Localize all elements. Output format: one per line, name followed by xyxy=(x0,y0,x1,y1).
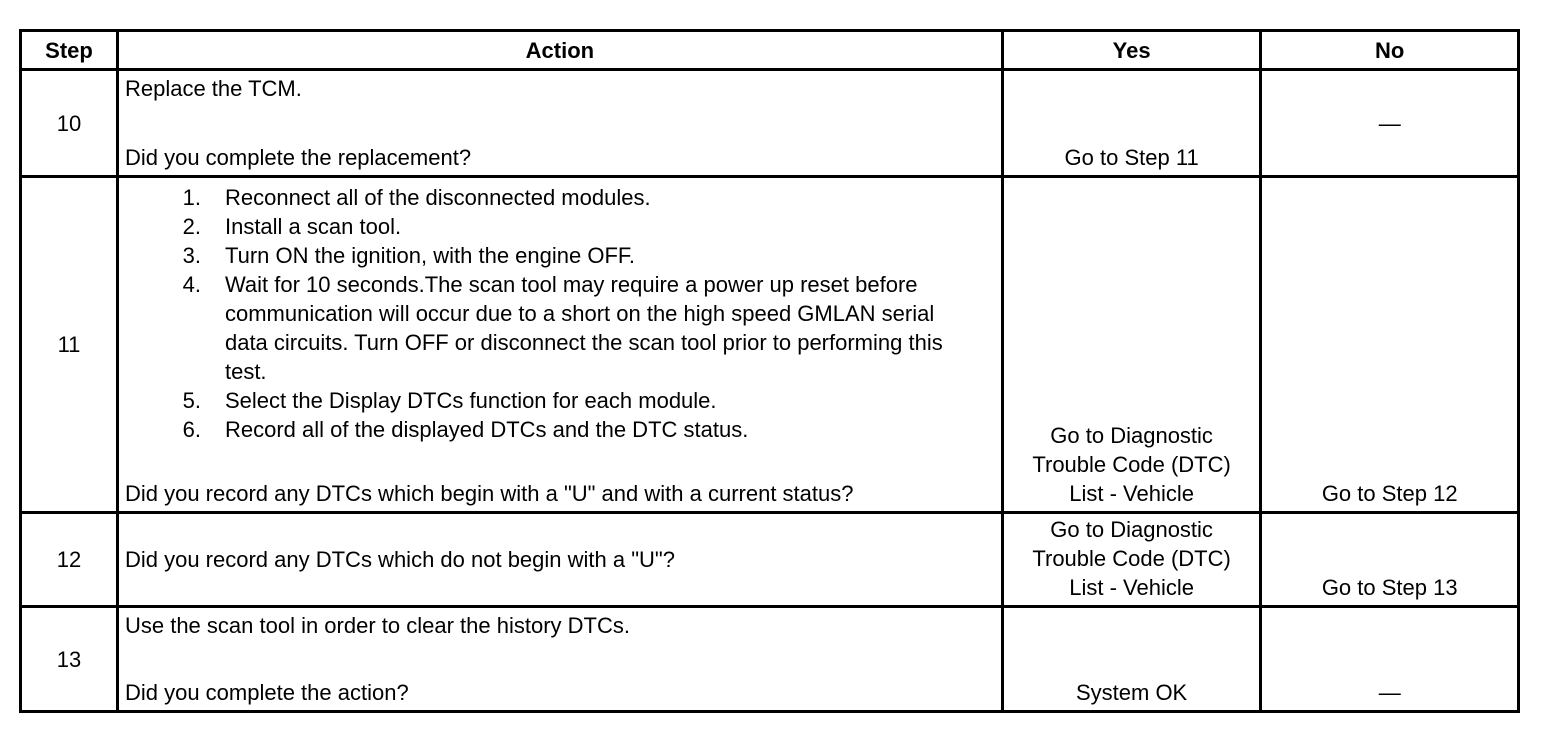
action-question: Did you complete the replacement? xyxy=(124,145,472,170)
header-step: Step xyxy=(21,31,118,70)
list-item: 5. Select the Display DTCs function for each module. xyxy=(182,388,717,413)
step-number: 13 xyxy=(21,607,118,712)
action-instruction: Replace the TCM. xyxy=(124,76,302,101)
action-question: Did you complete the action? xyxy=(124,680,409,705)
no-result: — xyxy=(1261,70,1519,177)
header-row xyxy=(21,31,1519,70)
yes-result: System OK xyxy=(1002,607,1261,712)
action-instruction: Use the scan tool in order to clear the history DTCs. xyxy=(124,613,630,638)
yes-line: Trouble Code (DTC) xyxy=(1032,546,1231,571)
yes-line: List - Vehicle xyxy=(1069,575,1194,600)
yes-line: Go to Diagnostic xyxy=(1050,423,1213,448)
action-cell xyxy=(117,70,1002,177)
step-number: 11 xyxy=(21,177,118,513)
yes-line: Trouble Code (DTC) xyxy=(1032,452,1231,477)
header-yes: Yes xyxy=(1002,31,1261,70)
header-action: Action xyxy=(117,31,1002,70)
list-item: 3. Turn ON the ignition, with the engine OFF. xyxy=(182,243,636,268)
table-row-step-11 xyxy=(21,177,1519,513)
diagnostic-table xyxy=(19,29,1520,713)
list-item: 2. Install a scan tool. xyxy=(182,214,402,239)
header-no: No xyxy=(1261,31,1519,70)
yes-result xyxy=(1002,177,1261,513)
step-number: 10 xyxy=(21,70,118,177)
no-result: — xyxy=(1261,607,1519,712)
action-cell xyxy=(117,177,1002,513)
action-cell xyxy=(117,513,1002,607)
action-cell xyxy=(117,607,1002,712)
no-result: Go to Step 12 xyxy=(1261,177,1519,513)
list-item: 4. Wait for 10 seconds.The scan tool may require a power up reset before communication will occur due to a short on the high speed GMLAN serial data circuits. Turn OFF or disconnect the scan tool prior to performing this test. xyxy=(182,272,943,384)
table-row-step-10 xyxy=(21,70,1519,177)
yes-result xyxy=(1002,513,1261,607)
table-row-step-12 xyxy=(21,513,1519,607)
list-item: 1. Reconnect all of the disconnected modules. xyxy=(182,185,651,210)
list-item: 6. Record all of the displayed DTCs and the DTC status. xyxy=(182,417,749,442)
procedure-list xyxy=(125,183,995,444)
table-row-step-13 xyxy=(21,607,1519,712)
no-result: Go to Step 13 xyxy=(1261,513,1519,607)
yes-result: Go to Step 11 xyxy=(1002,70,1261,177)
yes-line: List - Vehicle xyxy=(1069,481,1194,506)
yes-line: Go to Diagnostic xyxy=(1050,517,1213,542)
action-question: Did you record any DTCs which do not begin with a "U"? xyxy=(124,547,675,572)
action-question: Did you record any DTCs which begin with a "U" and with a current status? xyxy=(124,481,854,506)
step-number: 12 xyxy=(21,513,118,607)
